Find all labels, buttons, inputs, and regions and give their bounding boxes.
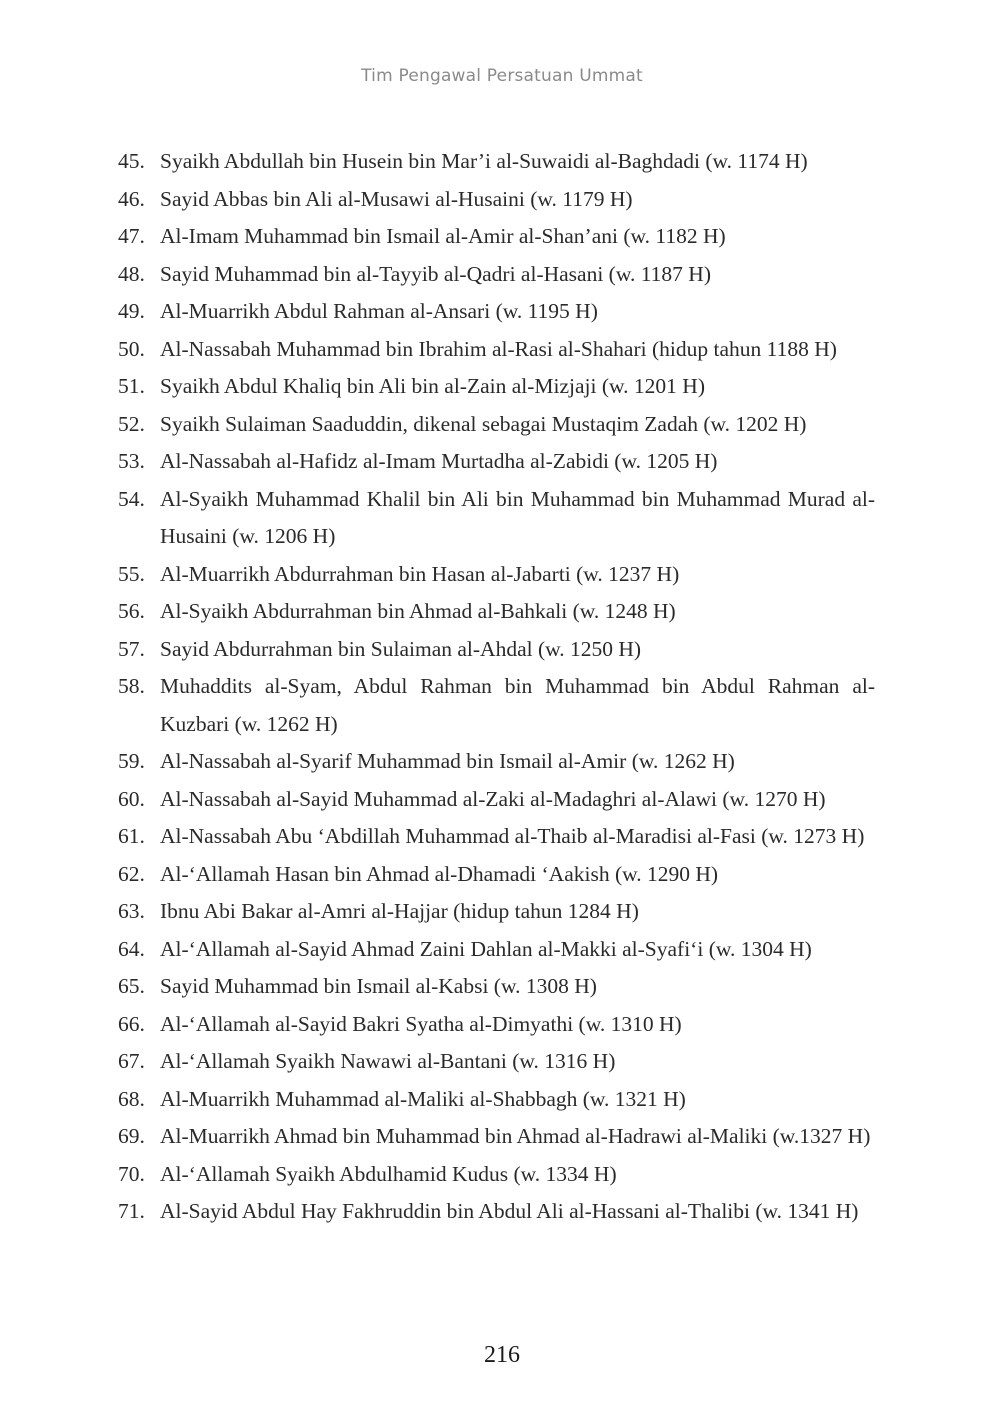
list-item-number: 48. <box>118 261 145 286</box>
list-item <box>118 1193 875 1231</box>
list-item-text: Al-Nassabah Abu ‘Abdillah Muhammad al-Thaib al-Maradisi al-Fasi (w. 1273 H) <box>160 824 865 848</box>
list-item-text: Syaikh Abdul Khaliq bin Ali bin al-Zain al-Mizjaji (w. 1201 H) <box>160 374 705 398</box>
list-item <box>118 631 875 669</box>
list-item-number: 69. <box>118 1124 145 1148</box>
list-item <box>118 443 875 481</box>
list-item <box>118 406 875 444</box>
list-item-number: 46. <box>118 186 145 211</box>
list-item <box>118 1156 875 1194</box>
list-item-number: 57. <box>118 636 145 661</box>
list-item-number: 60. <box>118 786 145 811</box>
list-item-text: Al-Syaikh Muhammad Khalil bin Ali bin Muhammad bin Muhammad Murad al-Husaini (w. 1206 H) <box>160 486 875 548</box>
list-item <box>118 968 875 1006</box>
list-item <box>118 143 875 181</box>
list-item-text: Al-Muarrikh Abdurrahman bin Hasan al-Jabarti (w. 1237 H) <box>160 561 680 586</box>
list-item <box>118 368 875 406</box>
list-item-text: Al-Nassabah al-Hafidz al-Imam Murtadha al-Zabidi (w. 1205 H) <box>160 449 718 473</box>
list-item-text: Sayid Abbas bin Ali al-Musawi al-Husaini (w. 1179 H) <box>160 186 633 211</box>
list-item-text: Al-Imam Muhammad bin Ismail al-Amir al-Shan’ani (w. 1182 H) <box>160 224 726 248</box>
list-item-text: Ibnu Abi Bakar al-Amri al-Hajjar (hidup tahun 1284 H) <box>160 899 639 923</box>
list-item-number: 67. <box>118 1049 145 1073</box>
list-item <box>118 781 875 819</box>
list-item-number: 52. <box>118 411 145 436</box>
list-item <box>118 256 875 294</box>
list-item-text: Syaikh Sulaiman Saaduddin, dikenal sebagai Mustaqim Zadah (w. 1202 H) <box>160 411 807 436</box>
list-item <box>118 293 875 331</box>
list-item-text: Syaikh Abdullah bin Husein bin Mar’i al-Suwaidi al-Baghdadi (w. 1174 H) <box>160 149 808 173</box>
list-item-text: Al-Muarrikh Ahmad bin Muhammad bin Ahmad al-Hadrawi al-Maliki (w.1327 H) <box>160 1124 871 1148</box>
list-item-number: 62. <box>118 861 145 886</box>
list-item <box>118 181 875 219</box>
list-item <box>118 818 875 856</box>
list-item-number: 65. <box>118 974 145 998</box>
list-item-text: Al-Nassabah Muhammad bin Ibrahim al-Rasi al-Shahari (hidup tahun 1188 H) <box>160 336 837 361</box>
list-item-text: Al-‘Allamah al-Sayid Bakri Syatha al-Dimyathi (w. 1310 H) <box>160 1011 682 1036</box>
page-number: 216 <box>484 1342 520 1368</box>
list-item-text: Al-Nassabah al-Sayid Muhammad al-Zaki al-Madaghri al-Alawi (w. 1270 H) <box>160 786 826 811</box>
list-item-number: 63. <box>118 899 145 923</box>
list-item-text: Al-Nassabah al-Syarif Muhammad bin Ismail al-Amir (w. 1262 H) <box>160 749 735 773</box>
list-item-number: 59. <box>118 749 145 773</box>
list-item-number: 61. <box>118 824 145 848</box>
list-item-text: Al-Muarrikh Muhammad al-Maliki al-Shabbagh (w. 1321 H) <box>160 1086 686 1111</box>
list-item <box>118 893 875 931</box>
list-item <box>118 481 875 556</box>
list-item-number: 71. <box>118 1199 145 1223</box>
list-item-text: Sayid Abdurrahman bin Sulaiman al-Ahdal (w. 1250 H) <box>160 636 642 661</box>
list-item <box>118 931 875 969</box>
list-item-number: 50. <box>118 336 145 361</box>
list-item-number: 66. <box>118 1011 145 1036</box>
list-item-text: Al-Sayid Abdul Hay Fakhruddin bin Abdul Ali al-Hassani al-Thalibi (w. 1341 H) <box>160 1199 859 1223</box>
list-item <box>118 1043 875 1081</box>
list-item-number: 49. <box>118 299 145 323</box>
list-item-text: Al-Syaikh Abdurrahman bin Ahmad al-Bahkali (w. 1248 H) <box>160 599 676 623</box>
list-item-text: Al-‘Allamah al-Sayid Ahmad Zaini Dahlan al-Makki al-Syafi‘i (w. 1304 H) <box>160 936 812 961</box>
list-item-text: Sayid Muhammad bin Ismail al-Kabsi (w. 1308 H) <box>160 974 597 998</box>
list-item-text: Muhaddits al-Syam, Abdul Rahman bin Muhammad bin Abdul Rahman al-Kuzbari (w. 1262 H) <box>160 674 875 736</box>
list-item-number: 70. <box>118 1161 145 1186</box>
list-item-text: Al-‘Allamah Syaikh Abdulhamid Kudus (w. 1334 H) <box>160 1161 617 1186</box>
running-header: Tim Pengawal Persatuan Ummat <box>361 66 643 86</box>
list-item-number: 53. <box>118 449 145 473</box>
list-item-text: Sayid Muhammad bin al-Tayyib al-Qadri al-Hasani (w. 1187 H) <box>160 261 711 286</box>
list-item-number: 54. <box>118 486 145 511</box>
list-item-text: Al-‘Allamah Hasan bin Ahmad al-Dhamadi ‘Aakish (w. 1290 H) <box>160 861 719 886</box>
list-item <box>118 743 875 781</box>
list-item-text: Al-‘Allamah Syaikh Nawawi al-Bantani (w. 1316 H) <box>160 1049 616 1073</box>
list-item <box>118 593 875 631</box>
list-item <box>118 331 875 369</box>
list-item-number: 58. <box>118 674 145 698</box>
list-item-number: 51. <box>118 374 145 398</box>
list-item-text: Al-Muarrikh Abdul Rahman al-Ansari (w. 1195 H) <box>160 299 598 323</box>
list-item <box>118 1081 875 1119</box>
list-item <box>118 668 875 743</box>
scholar-list <box>118 143 875 1231</box>
list-item-number: 47. <box>118 224 145 248</box>
list-item-number: 68. <box>118 1086 145 1111</box>
list-item <box>118 218 875 256</box>
list-item-number: 45. <box>118 149 145 173</box>
list-item-number: 56. <box>118 599 145 623</box>
list-item-number: 64. <box>118 936 145 961</box>
list-item <box>118 556 875 594</box>
list-item <box>118 1006 875 1044</box>
list-item <box>118 1118 875 1156</box>
list-item-number: 55. <box>118 561 145 586</box>
list-item <box>118 856 875 894</box>
